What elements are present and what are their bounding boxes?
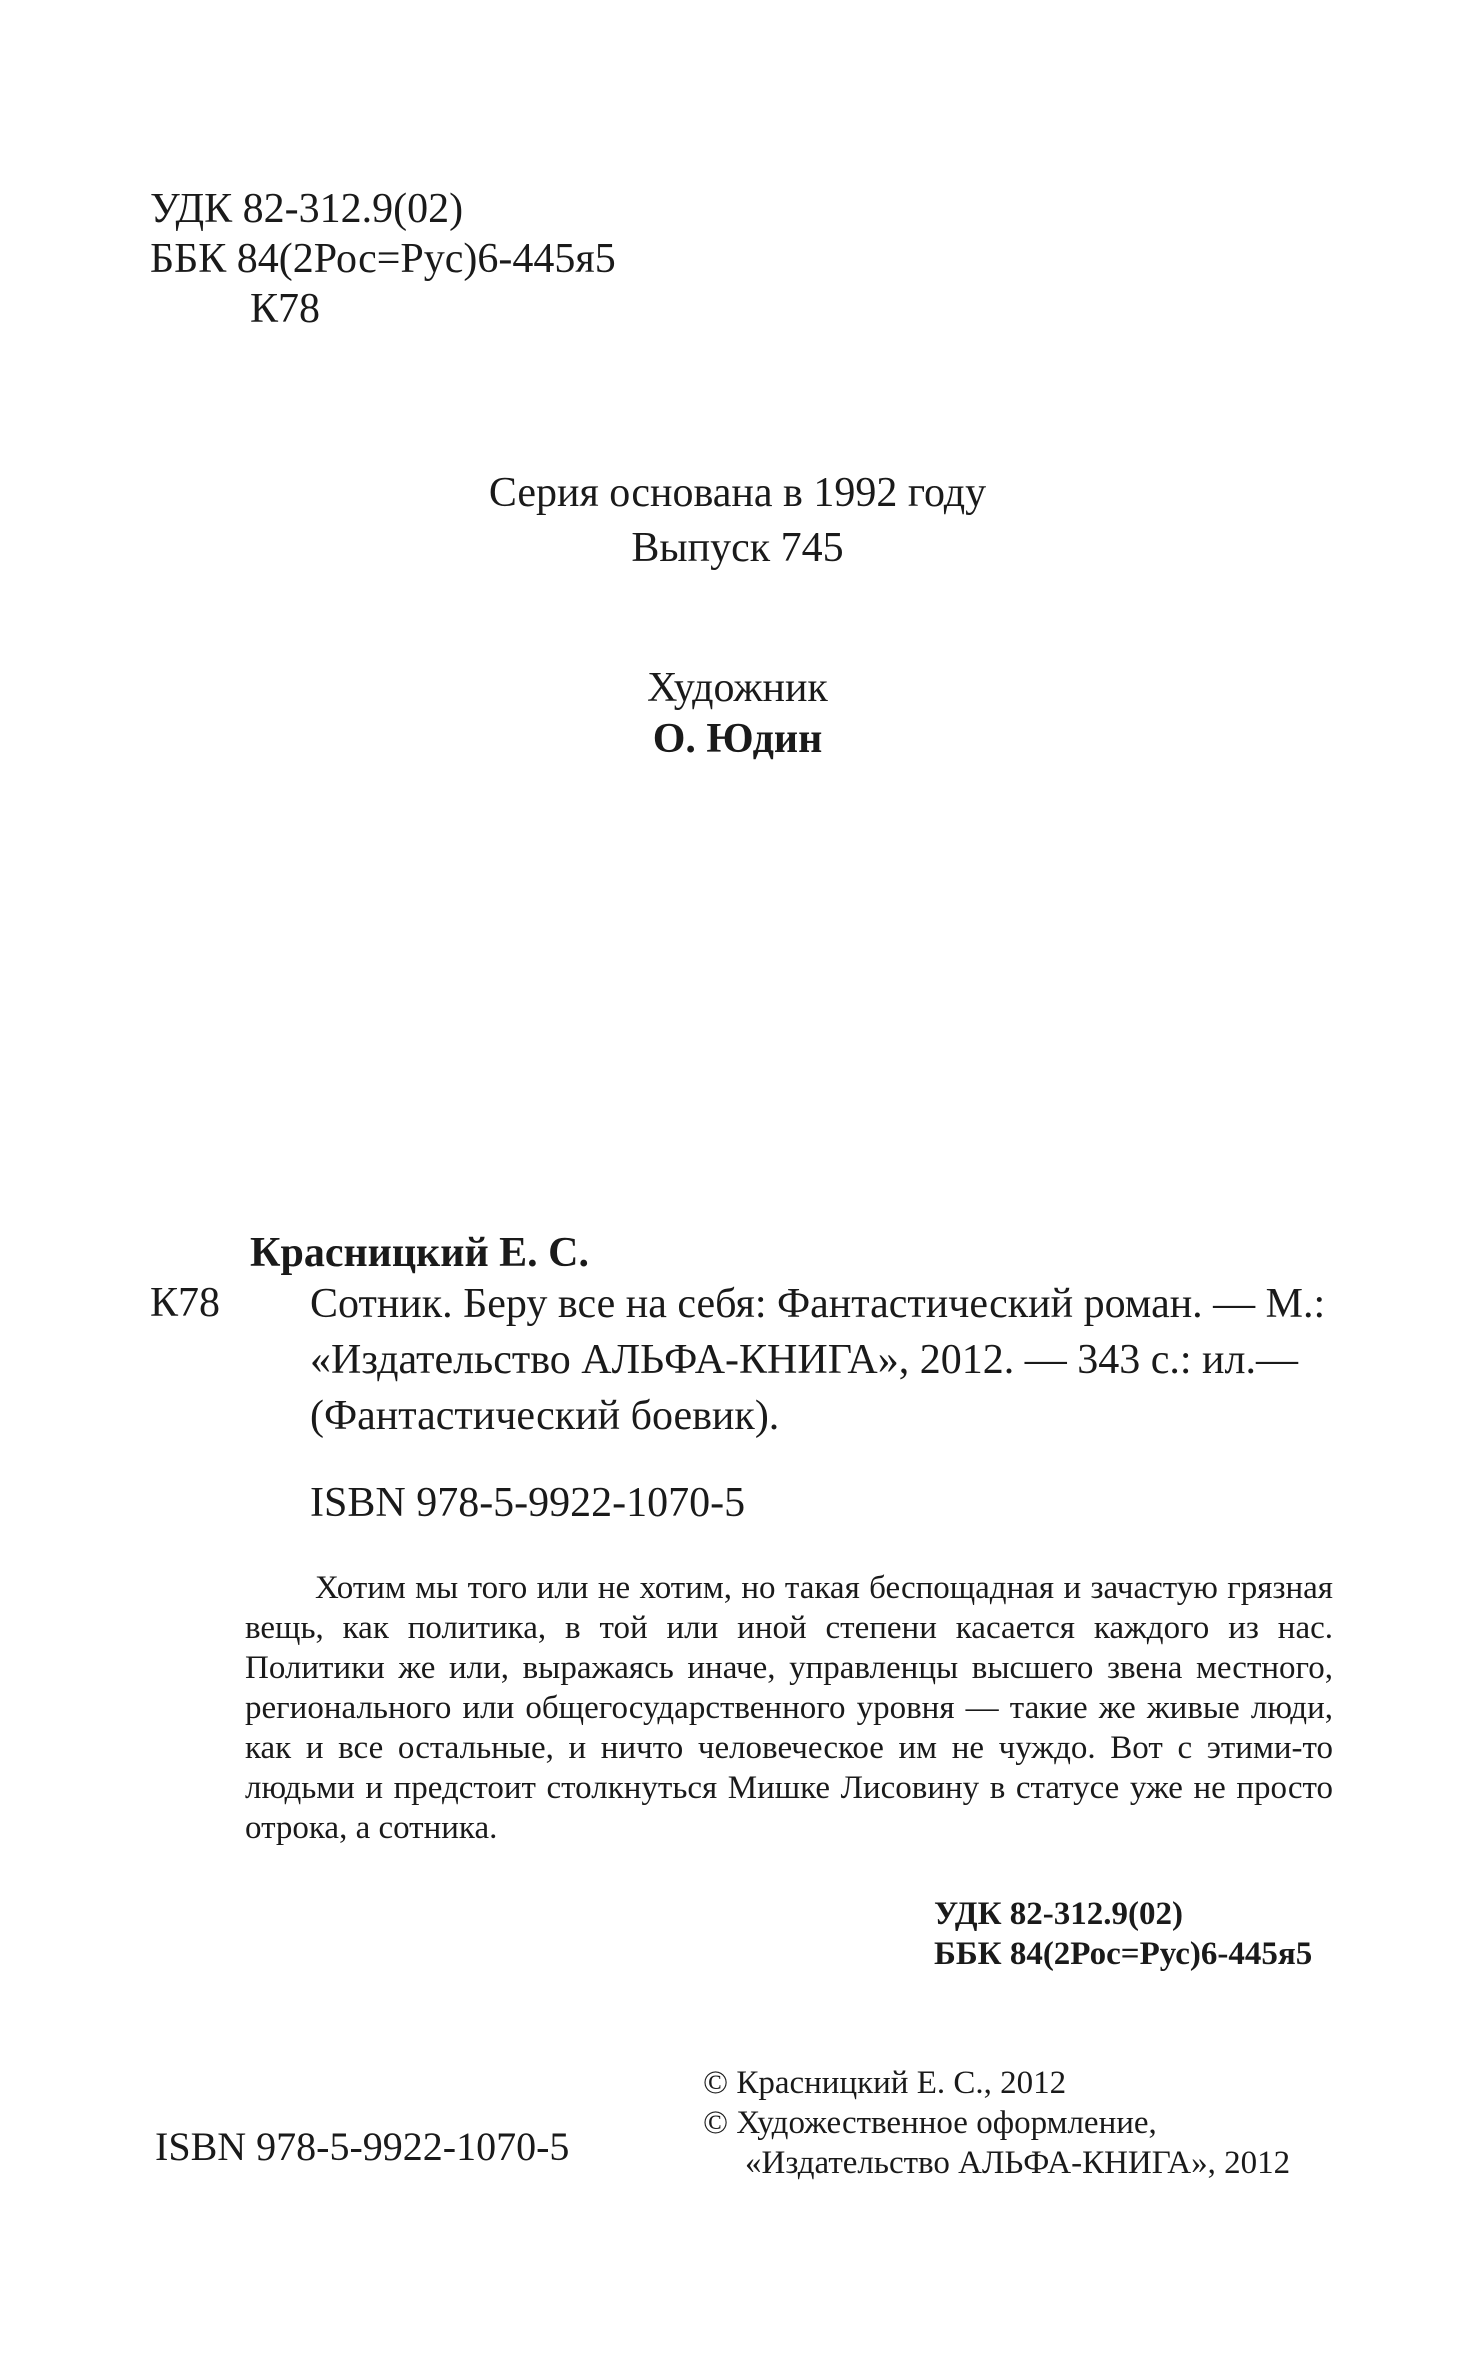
- series-founded: Серия основана в 1992 году: [488, 470, 987, 516]
- copyright-author: © Красницкий Е. С., 2012: [703, 2065, 1067, 2101]
- udk-header: УДК 82-312.9(02): [150, 186, 464, 232]
- bbk-footer: ББК 84(2Рос=Рус)6-445я5: [934, 1936, 1313, 1972]
- bib-description: Сотник. Беру все на себя: Фантастический роман. — М.: «Издательство АЛЬФА-КНИГА», 2012. — 343 с.: ил.— (Фантастический боевик).: [310, 1281, 1326, 1439]
- bib-isbn: ISBN 978-5-9922-1070-5: [310, 1480, 746, 1526]
- isbn-footer: ISBN 978-5-9922-1070-5: [155, 2124, 570, 2169]
- bib-author: Красницкий Е. С.: [250, 1230, 589, 1276]
- bib-code: К78: [150, 1280, 221, 1326]
- bbk-header: ББК 84(2Рос=Рус)6-445я5: [150, 236, 616, 282]
- udk-footer: УДК 82-312.9(02): [934, 1896, 1183, 1932]
- artist-name: О. Юдин: [652, 716, 823, 762]
- copyright-design: © Художественное оформление,: [703, 2105, 1157, 2141]
- series-issue: Выпуск 745: [631, 525, 844, 571]
- annotation-paragraph: Хотим мы того или не хотим, но такая беспощадная и зачастую грязная вещь, как политика, в той или иной степени касается каждого из нас. Политики же или, выражаясь иначе, управленцы высшего звена местного, регионального или общегосударственного уровня — такие же живые люди, как и все остальные, и ничто человеческое им не чуждо. Вот с этими-то людьми и предстоит столкнуться Мишке Лисовину в статусе уже не просто отрока, а сотника.: [245, 1570, 1333, 1846]
- copyright-publisher: «Издательство АЛЬФА-КНИГА», 2012: [745, 2145, 1291, 2181]
- author-code-header: К78: [250, 286, 321, 332]
- artist-label: Художник: [647, 665, 828, 711]
